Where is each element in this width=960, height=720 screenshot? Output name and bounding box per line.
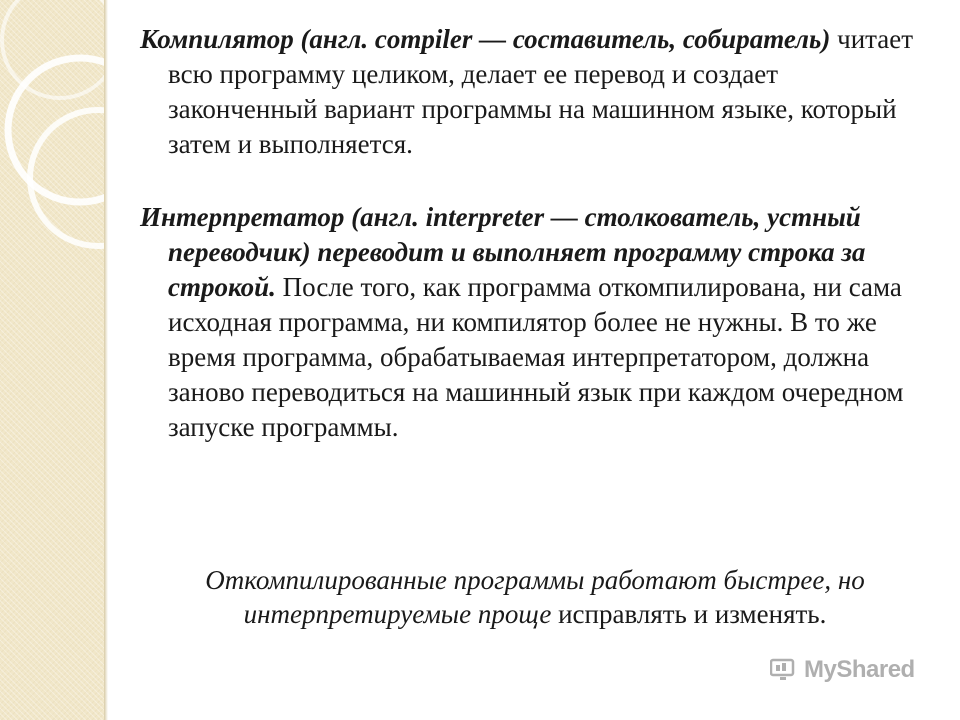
compiler-term: Компилятор (англ. compiler — составитель, собиратель) [140, 24, 831, 54]
slide-content [140, 22, 930, 445]
compiler-description: читает всю программу целиком, делает ее перевод и создает законченный вариант программы на машинном языке, который затем и выполняется. [168, 24, 914, 159]
conclusion-paragraph [140, 563, 930, 631]
sidebar-edge [104, 0, 108, 720]
interpreter-term: Интерпретатор (англ. interpreter — столкователь, устный переводчик) переводит и выполняет программу строка за строкой. [140, 202, 866, 302]
watermark-label: MyShared [804, 656, 915, 683]
decorative-sidebar [0, 0, 104, 720]
sidebar-circles-ornament [0, 0, 104, 720]
compiler-paragraph [140, 22, 930, 162]
interpreter-description: После того, как программа откомпилирована, ни сама исходная программа, ни компилятор более не нужны. В то же время программа, обрабатываемая интерпретатором, должна заново переводиться на машинный язык при каждом очередном запуске программы. [168, 272, 904, 442]
conclusion-text: исправлять и изменять. [551, 599, 827, 629]
myshared-logo-icon [770, 658, 798, 682]
myshared-watermark [770, 656, 915, 684]
interpreter-paragraph [140, 200, 930, 445]
conclusion-italic: Откомпилированные программы работают быстрее, но интерпретируемые проще [205, 565, 865, 629]
